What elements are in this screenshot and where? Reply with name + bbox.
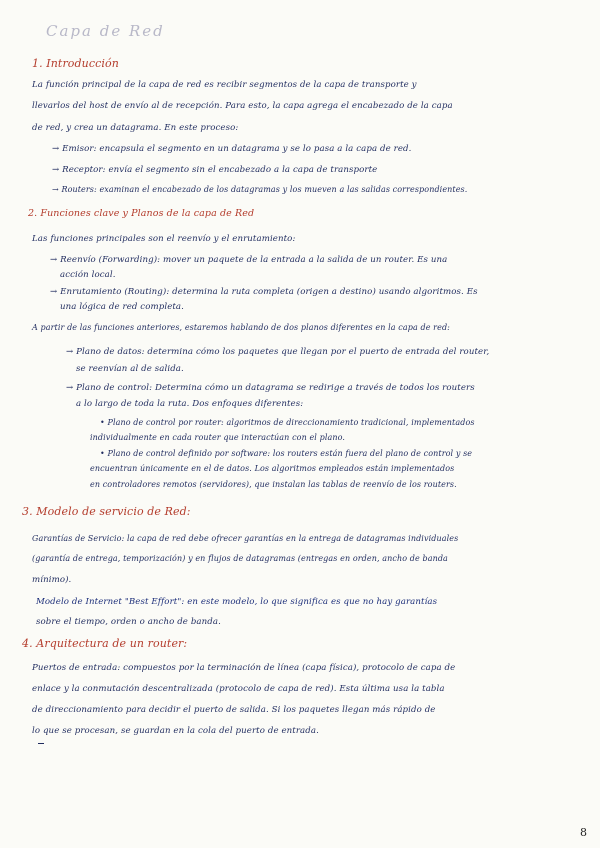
section-heading-router-architecture: 4. Arquitectura de un router:: [22, 637, 188, 650]
list-item: → Emisor: encapsula el segmento en un datagrama y se lo pasa a la capa de red.: [52, 144, 412, 154]
paragraph-line: de direccionamiento para decidir el puerto de salida. Si los paquetes llegan más rápido de: [32, 705, 436, 715]
paragraph-line: una lógica de red completa.: [60, 302, 184, 312]
list-item: → Receptor: envía el segmento sin el encabezado a la capa de transporte: [52, 165, 378, 175]
section-heading-functions: 2. Funciones clave y Planos de la capa de Red: [28, 208, 255, 219]
section-heading-service-model: 3. Modelo de servicio de Red:: [22, 505, 191, 518]
list-item: → Plano de control: Determina cómo un datagrama se redirige a través de todos los routers: [66, 383, 475, 393]
paragraph-line: a lo largo de toda la ruta. Dos enfoques diferentes:: [76, 399, 304, 409]
paragraph-line: Garantías de Servicio: la capa de red debe ofrecer garantías en la entrega de datagramas individuales: [32, 534, 459, 543]
paragraph-line: acción local.: [60, 270, 116, 280]
paragraph-line: La función principal de la capa de red es recibir segmentos de la capa de transporte y: [32, 80, 417, 90]
paragraph-line: lo que se procesan, se guardan en la cola del puerto de entrada.: [32, 726, 319, 736]
paragraph-line: enlace y la conmutación descentralizada (protocolo de capa de red). Esta última usa la tabla: [32, 684, 445, 694]
paragraph-line: mínimo).: [32, 575, 72, 585]
list-item: • Plano de control por router: algoritmos de direccionamiento tradicional, implementados: [100, 418, 475, 427]
page-title: Capa de Red: [46, 22, 165, 40]
paragraph-line: sobre el tiempo, orden o ancho de banda.: [36, 617, 221, 627]
paragraph-line: Puertos de entrada: compuestos por la terminación de línea (capa física), protocolo de capa de: [32, 663, 456, 673]
paragraph-line: en controladores remotos (servidores), que instalan las tablas de reenvío de los routers.: [90, 480, 457, 489]
bullet-dash: [38, 743, 44, 744]
paragraph-line: se reenvían al de salida.: [76, 364, 184, 374]
section-heading-introduction: 1. Introducción: [32, 57, 119, 70]
paragraph-line: A partir de las funciones anteriores, estaremos hablando de dos planos diferentes en la capa de red:: [32, 323, 450, 332]
paragraph-line: llevarlos del host de envío al de recepción. Para esto, la capa agrega el encabezado de la capa: [32, 101, 453, 111]
list-item: • Plano de control definido por software: los routers están fuera del plano de control y se: [100, 449, 473, 458]
paragraph-line: (garantía de entrega, temporización) y en flujos de datagramas (entregas en orden, ancho de banda: [32, 554, 448, 563]
list-item: → Routers: examinan el encabezado de los datagramas y los mueven a las salidas correspondientes.: [52, 185, 468, 194]
paragraph-line: Modelo de Internet "Best Effort": en este modelo, lo que significa es que no hay garantías: [36, 597, 438, 607]
paragraph-line: encuentran únicamente en el de datos. Los algoritmos empleados están implementados: [90, 464, 455, 473]
list-item: → Plano de datos: determina cómo los paquetes que llegan por el puerto de entrada del router,: [66, 347, 490, 357]
paragraph-line: Las funciones principales son el reenvío y el enrutamiento:: [32, 234, 296, 244]
list-item: → Enrutamiento (Routing): determina la ruta completa (origen a destino) usando algoritmos. Es: [50, 287, 478, 297]
paragraph-line: individualmente en cada router que interactúan con el plano.: [90, 433, 346, 442]
list-item: → Reenvío (Forwarding): mover un paquete de la entrada a la salida de un router. Es una: [50, 255, 448, 265]
paragraph-line: de red, y crea un datagrama. En este proceso:: [32, 123, 239, 133]
page-number: 8: [580, 826, 587, 839]
